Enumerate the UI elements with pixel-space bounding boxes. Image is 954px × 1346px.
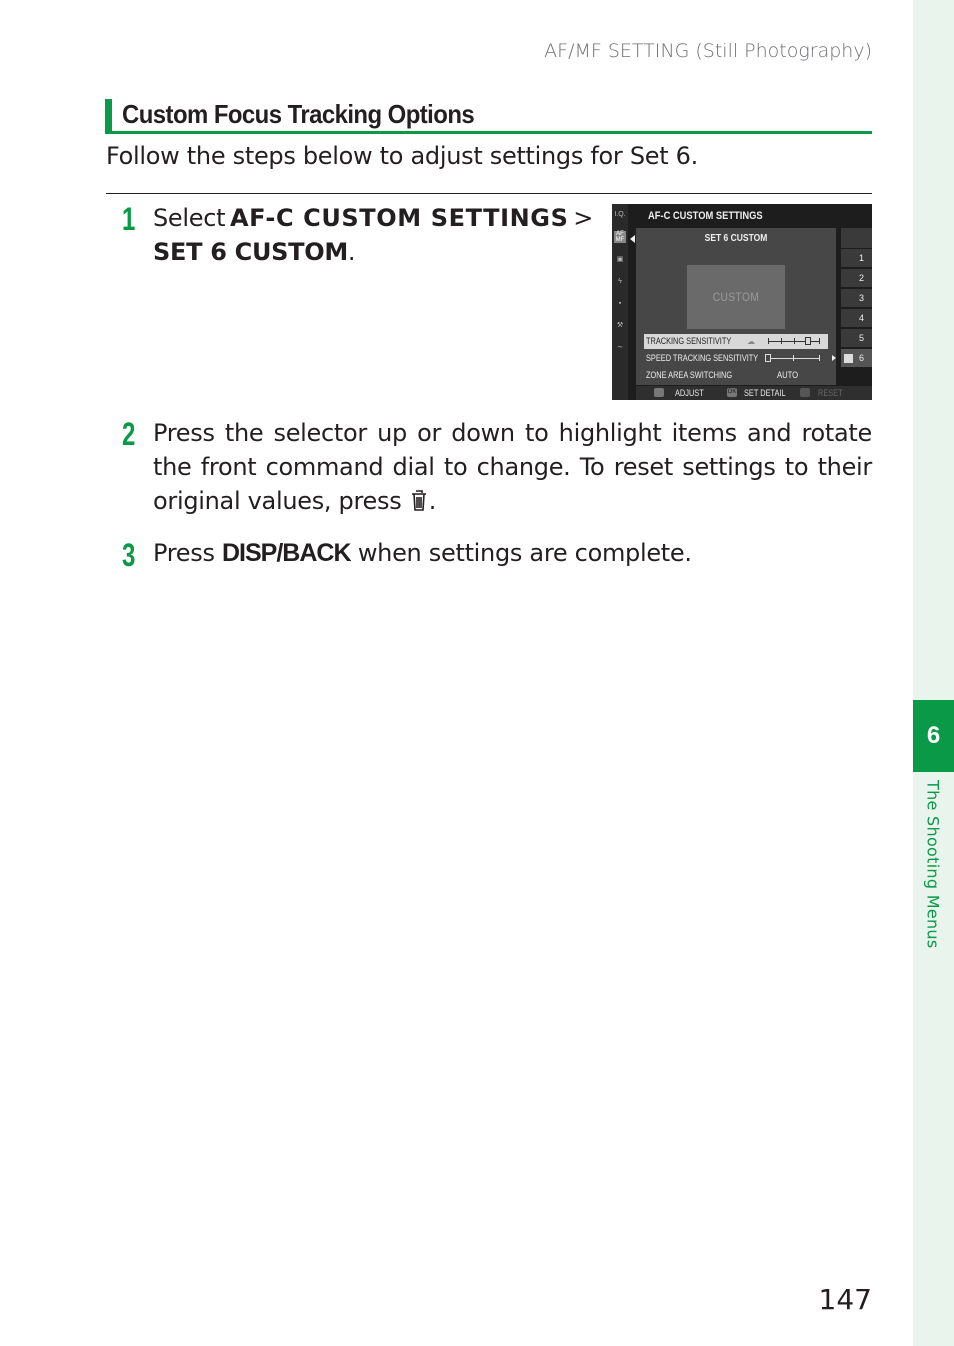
intro-text: Follow the steps below to adjust settings for Set 6. xyxy=(106,142,698,170)
step-text-3 xyxy=(153,536,692,570)
step1-separator: > xyxy=(573,204,593,232)
speed-tracking-knob xyxy=(765,354,771,362)
step-number-3: 3 xyxy=(122,537,136,573)
tracking-sensitivity-knob xyxy=(805,337,811,345)
divider xyxy=(106,193,872,194)
step-number-2: 2 xyxy=(122,416,136,452)
custom-preview-box xyxy=(687,265,785,329)
af-mf-menu-icon: AF MF xyxy=(615,231,625,243)
camera-screen xyxy=(612,204,872,400)
step3-prefix: Press xyxy=(153,539,222,567)
slider-tick xyxy=(794,338,795,344)
sensitivity-icon: ☁ xyxy=(747,337,755,346)
chapter-number: 6 xyxy=(926,722,941,749)
step1-set-6-custom: SET 6 CUSTOM xyxy=(153,238,348,266)
trash-button-icon xyxy=(800,388,810,397)
step-number-1: 1 xyxy=(122,201,136,237)
menu-arrow-left-icon xyxy=(630,235,635,243)
page-number: 147 xyxy=(818,1283,872,1316)
ok-button-icon: OK xyxy=(727,389,737,395)
flash-icon: ϟ xyxy=(618,278,622,285)
step2-text: Press the selector up or down to highlight items and rotate the front command dial to change. To reset settings to their original values, press xyxy=(153,419,872,515)
section-title: Custom Focus Tracking Options xyxy=(122,99,475,129)
trash-icon xyxy=(409,488,429,512)
slider-tick xyxy=(819,338,820,344)
slider-tick xyxy=(768,338,769,344)
camera-settings-panel xyxy=(636,228,836,385)
set-item-2[interactable]: 2 xyxy=(841,269,872,288)
set-item-6-label: 6 xyxy=(858,353,864,363)
footer-reset: RESET xyxy=(818,388,843,398)
camera-footer xyxy=(636,386,872,400)
running-head: AF/MF SETTING (Still Photography) xyxy=(544,40,872,62)
zone-area-switching-value: AUTO xyxy=(777,370,799,380)
step3-suffix: when settings are complete. xyxy=(350,539,692,567)
step-text-2 xyxy=(153,416,872,518)
zone-area-switching-label: ZONE AREA SWITCHING xyxy=(646,370,733,380)
set-item-4[interactable]: 4 xyxy=(841,309,872,328)
custom-preview-label: CUSTOM xyxy=(712,290,760,304)
chapter-number-tab xyxy=(913,700,954,772)
row-arrow-right-icon xyxy=(832,355,836,361)
zone-area-switching-row[interactable] xyxy=(644,368,828,383)
section-bar xyxy=(105,99,112,132)
chapter-name: The Shooting Menus xyxy=(923,780,943,949)
slider-tick xyxy=(793,355,794,361)
iq-menu-icon: I.Q. xyxy=(614,211,626,218)
wrench-icon: ⚒ xyxy=(616,322,624,329)
step1-suffix: . xyxy=(347,238,356,266)
set-item-1[interactable]: 1 xyxy=(841,249,872,268)
set-item-5[interactable]: 5 xyxy=(841,329,872,348)
step2-suffix: . xyxy=(428,487,437,515)
camera-screen-subtitle: SET 6 CUSTOM xyxy=(704,233,768,244)
slider-tick xyxy=(781,338,782,344)
chapter-side-strip xyxy=(913,0,954,1346)
footer-adjust: ADJUST xyxy=(675,388,704,398)
set-item-6[interactable] xyxy=(841,349,872,368)
step-text-1 xyxy=(153,201,593,269)
movie-icon: ▪ xyxy=(618,300,622,307)
speed-tracking-sensitivity-row[interactable] xyxy=(644,351,828,366)
selector-button-icon xyxy=(654,388,664,397)
custom-set-icon xyxy=(844,354,853,363)
step1-af-c-custom-settings: AF-C CUSTOM SETTINGS xyxy=(229,204,569,232)
tracking-sensitivity-row[interactable] xyxy=(644,334,828,349)
slider-tick xyxy=(819,355,820,361)
camera-icon: ▣ xyxy=(616,256,624,263)
camera-screen-title: AF-C CUSTOM SETTINGS xyxy=(648,210,763,222)
footer-set-detail: SET DETAIL xyxy=(744,388,786,398)
section-heading xyxy=(105,98,872,134)
set-item-3[interactable]: 3 xyxy=(841,289,872,308)
speed-tracking-sensitivity-label: SPEED TRACKING SENSITIVITY xyxy=(646,353,759,363)
network-icon: ∼ xyxy=(617,344,623,351)
disp-back-button-label: DISP/BACK xyxy=(222,539,351,567)
set-list xyxy=(841,228,872,385)
camera-menu-icons xyxy=(612,204,628,400)
tracking-sensitivity-label: TRACKING SENSITIVITY xyxy=(646,336,732,346)
step1-prefix: Select xyxy=(153,204,226,232)
set-list-header xyxy=(841,228,872,249)
